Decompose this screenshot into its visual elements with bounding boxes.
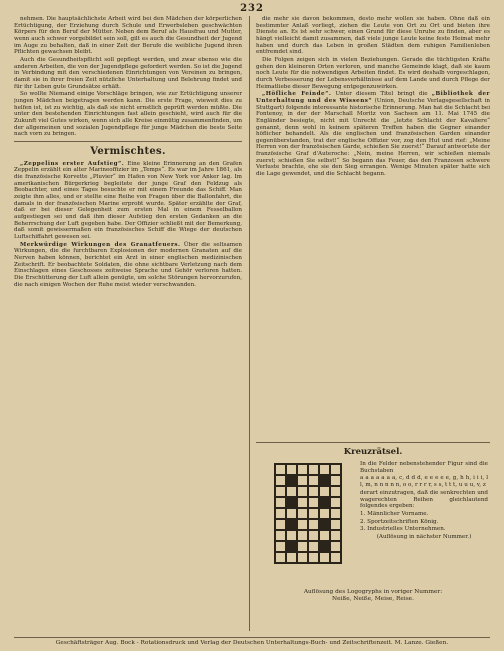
grid-cell xyxy=(297,552,308,563)
grid-cell xyxy=(330,530,341,541)
grid-cell xyxy=(286,486,297,497)
puzzle-clue: 2. Sportzeitschriften König. xyxy=(360,518,439,525)
section-title: Vermischtes. xyxy=(90,145,166,157)
grid-cell xyxy=(275,530,286,541)
article-hoefliche-feinde xyxy=(256,91,490,178)
grid-cell xyxy=(275,497,286,508)
grid-cell xyxy=(330,464,341,475)
grid-cell xyxy=(308,530,319,541)
grid-cell xyxy=(330,519,341,530)
grid-cell xyxy=(286,508,297,519)
grid-cell xyxy=(297,508,308,519)
article-title: Merkwürdige Wirkungen des Granatfeuers. xyxy=(20,241,181,248)
section-divider xyxy=(14,141,242,142)
grid-cell xyxy=(319,497,330,508)
paragraph: die mehr sie davon bekommen, desto mehr wollen sie haben. Ohne daß ein bestimmter Anlaß vorliegt, ziehen die Leute von Ort zu Ort und bieten ihre Dienste an. Es ist sehr schwer, einen Grund für diese Unruhe zu finden, aber es hängt vielleicht damit zusammen, daß viele junge Leute keine feste Heimat mehr haben und durch das Leben in großen Städten dem ruhigen Familienleben entfremdet sind. xyxy=(256,16,490,56)
article-intro: Unter diesem Titel bringt die xyxy=(335,91,428,98)
grid-cell xyxy=(275,541,286,552)
grid-cell xyxy=(286,497,297,508)
puzzle-clue: 3. Industrielles Unternehmen. xyxy=(360,526,446,533)
grid-cell xyxy=(319,508,330,519)
grid-cell xyxy=(286,530,297,541)
puzzle-clue: 1. Männlicher Vorname. xyxy=(360,510,429,517)
intro-paragraph: So wollte Niemand einige Vorschläge bringen, wie zur Ertüchtigung unserer jungen Mädchen beigetragen werden kann. Die erste Frage, wieweit dies zu helfen ist, ist zu wichtig, als daß sie nicht ernstlich geprüft werden müßte. Die unter den bestehenden Einrichtungen fast allein geschieht, wird auch für die Zukunft viel Gutes wirken, wenn sich alle Kreise einmütig zusammenfinden, um der allgemeinen und sozialen Jugendpflege für junge Mädchen die beste Seite nach vorn zu bringen. xyxy=(14,91,242,138)
grid-cell xyxy=(297,464,308,475)
grid-cell xyxy=(297,530,308,541)
page-number: 232 xyxy=(240,3,264,14)
grid-cell xyxy=(286,552,297,563)
puzzle-grid xyxy=(274,463,342,564)
grid-cell xyxy=(275,508,286,519)
grid-cell xyxy=(308,519,319,530)
column-rule xyxy=(249,16,250,631)
grid-cell xyxy=(308,497,319,508)
article-body: Eine kleine Erinnerung an den Grafen Zeppelin erzählt ein alter Marineoffizier im „Temps“. Es war im Jahre 1861, als die französische Korvette „Pluvier“ im Hafen von New York vor Anker lag. Im amerikanischen Bürgerkrieg begleitete der junge Graf den Feldzug als Beobachter, und eines Tages besuchte er mit einem Freunde das Schiff. Man zeigte ihm alles, und er stellte eine Reihe von Fragen über die Ballonfahrt, die damals in der französischen Marine erprobt wurde. Später erzählte der Graf, daß er bei dieser Gelegenheit zum ersten Mal in einem Fesselballon aufgestiegen sei und daß ihm dieser Aufstieg den ersten Gedanken an die Beherrschung der Luft gegeben habe. Der Offizier schließt mit der Bemerkung, daß somit gewissermaßen ein französisches Schiff die Wiege der deutschen Luftschiffahrt gewesen sei. xyxy=(14,160,242,241)
grid-cell xyxy=(319,475,330,486)
grid-cell xyxy=(308,464,319,475)
article-title: „Höfliche Feinde“. xyxy=(262,91,332,98)
grid-cell xyxy=(275,519,286,530)
article-tail: Wenige Minuten später hatte sich die Lage gewendet, und die Schlacht begann. xyxy=(256,164,490,178)
puzzle-instructions xyxy=(360,461,488,542)
grid-cell xyxy=(330,486,341,497)
puzzle-letters: a a a a a a a, c, d d d, e e e e e, g, h h, i i i, l l, m, n n n n n, o o, r r r r, s s, t t t, u u u, v, z xyxy=(360,475,488,489)
grid-cell xyxy=(275,486,286,497)
imprint-footer: Geschäftsträger Aug. Bock - Rotationsdruck und Verlag der Deutschen Unterhaltungs-Buch- und Zeitschriftenzeit. M. Lanze. Gießen. xyxy=(14,637,490,647)
grid-cell xyxy=(286,519,297,530)
grid-cell xyxy=(319,464,330,475)
grid-cell xyxy=(308,552,319,563)
grid-cell xyxy=(297,541,308,552)
grid-cell xyxy=(286,464,297,475)
grid-cell xyxy=(319,552,330,563)
puzzle-title: Kreuzrätsel. xyxy=(343,447,403,457)
grid-cell xyxy=(286,475,297,486)
grid-cell xyxy=(330,508,341,519)
paragraph: Die Folgen zeigen sich in vielen Beziehungen. Gerade die tüchtigsten Kräfte gehen den kleineren Orten verloren, und manche Gemeinde klagt, daß sie kaum noch Leute für die notwendigen Arbeiten findet. Es wird deshalb vorgeschlagen, durch Verbesserung der Lebensverhältnisse auf dem Lande und durch Pflege der Heimatliebe dieser Bewegung entgegenzuwirken. xyxy=(256,56,490,90)
grid-cell xyxy=(319,486,330,497)
grid-cell xyxy=(319,541,330,552)
solution-title: Auflösung des Logogryphs in voriger Nummer: xyxy=(303,589,443,595)
right-column xyxy=(256,16,490,439)
grid-cell xyxy=(308,475,319,486)
grid-cell xyxy=(275,475,286,486)
grid-cell xyxy=(330,497,341,508)
puzzle-note: (Auflösung in nächster Nummer.) xyxy=(376,534,472,541)
puzzle-continuation: derart einzutragen, daß die senkrechten und wagerechten Reihen gleichlautend folgendes ergeben: xyxy=(360,489,488,510)
crossword-puzzle xyxy=(256,442,490,619)
intro-paragraph: nehmen. Die hauptsächlichste Arbeit wird bei den Mädchen der körperlichen Ertüchtigung, der Erziehung durch Schule und Erwerbsleben geschwächten Körpers für den Beruf der Mütter. Neben dem Beruf als Hausfrau und Mutter, wenn auch schwer vorgebildet sein soll, gilt es auch die Gesundheit der Jugend im Auge zu behalten, daß in einer Zeit der Berufe die weibliche Jugend ihren Pflichten gewachsen bleibt. xyxy=(14,16,242,56)
grid-cell xyxy=(308,486,319,497)
grid-cell xyxy=(330,552,341,563)
grid-cell xyxy=(319,530,330,541)
puzzle-instruction: In die Felder nebenstehender Figur sind die Buchstaben xyxy=(360,461,488,474)
grid-cell xyxy=(297,486,308,497)
left-column xyxy=(14,16,242,631)
article-zeppelin xyxy=(14,161,242,241)
grid-cell xyxy=(297,519,308,530)
solution-text: Neiße, Neiße, Meise, Reise. xyxy=(332,596,414,602)
article-body: (Union, Deutsche Verlagsgesellschaft in Stuttgart) folgende interessante historische Erinnerung. Man hat die Schlacht bei Fontenoy, in der der Marschall Moritz von Sachsen am 11. Mai 1745 die Engländer besiegte, nicht mit Unrecht die „letzte Schlacht der Kavaliere“ genannt, denn wohl in keinem späteren Treffen haben die Gegner einander höflicher behandelt. Als die englischen und französischen Garden einander gegenüberstanden, trat der englische Offizier vor, zog den Hut und rief: „Meine Herren von der französischen Garde, schießen Sie zuerst!“ Darauf antwortete der französische Graf d'Auteroche: „Nein, meine Herren, wir schießen niemals zuerst; schießen Sie selbst!“ So begann das Feuer, das den Franzosen schwere Verluste brachte, ehe sie den Sieg errangen. xyxy=(256,97,490,171)
intro-paragraph: Auch die Gesundheitspflicht soll gepflegt werden, und zwar ebenso wie die anderen Arbeiten, die von der Jugendpflege gefordert werden. So ist die Jugend in Verbindung mit den verschiedenen Einrichtungen von Vereinen zu bringen, damit sie in ihrer freien Zeit nützliche Unterhaltung und Belehrung findet und für ihr Leben gute Grundsätze erhält. xyxy=(14,56,242,90)
grid-cell xyxy=(308,541,319,552)
grid-cell xyxy=(275,552,286,563)
grid-cell xyxy=(286,541,297,552)
grid-cell xyxy=(330,541,341,552)
article-title: „Zeppelins erster Aufstieg“. xyxy=(20,160,125,167)
grid-cell xyxy=(275,464,286,475)
grid-cell xyxy=(319,519,330,530)
article-granatfeuer xyxy=(14,242,242,289)
article-body: Über die seltsamen Wirkungen, die die furchtbaren Explosionen der modernen Granaten auf die Nerven haben können, berichtet ein Arzt in einer englischen medizinischen Zeitschrift. Er beobachtete Soldaten, die ohne sichtbare Verletzung nach dem Einschlagen eines Geschosses zeitweise Sprache und Gehör verloren hatten. Die Erschütterung der Luft allein genügte, um solche Störungen hervorzurufen, die nach einigen Wochen der Ruhe meist wieder verschwanden. xyxy=(14,241,242,288)
previous-solution xyxy=(256,589,490,603)
grid-cell xyxy=(308,508,319,519)
grid-cell xyxy=(297,475,308,486)
grid-cell xyxy=(297,497,308,508)
grid-cell xyxy=(330,475,341,486)
article-source: „Bibliothek der Unterhaltung und des Wissens“ xyxy=(256,91,490,104)
